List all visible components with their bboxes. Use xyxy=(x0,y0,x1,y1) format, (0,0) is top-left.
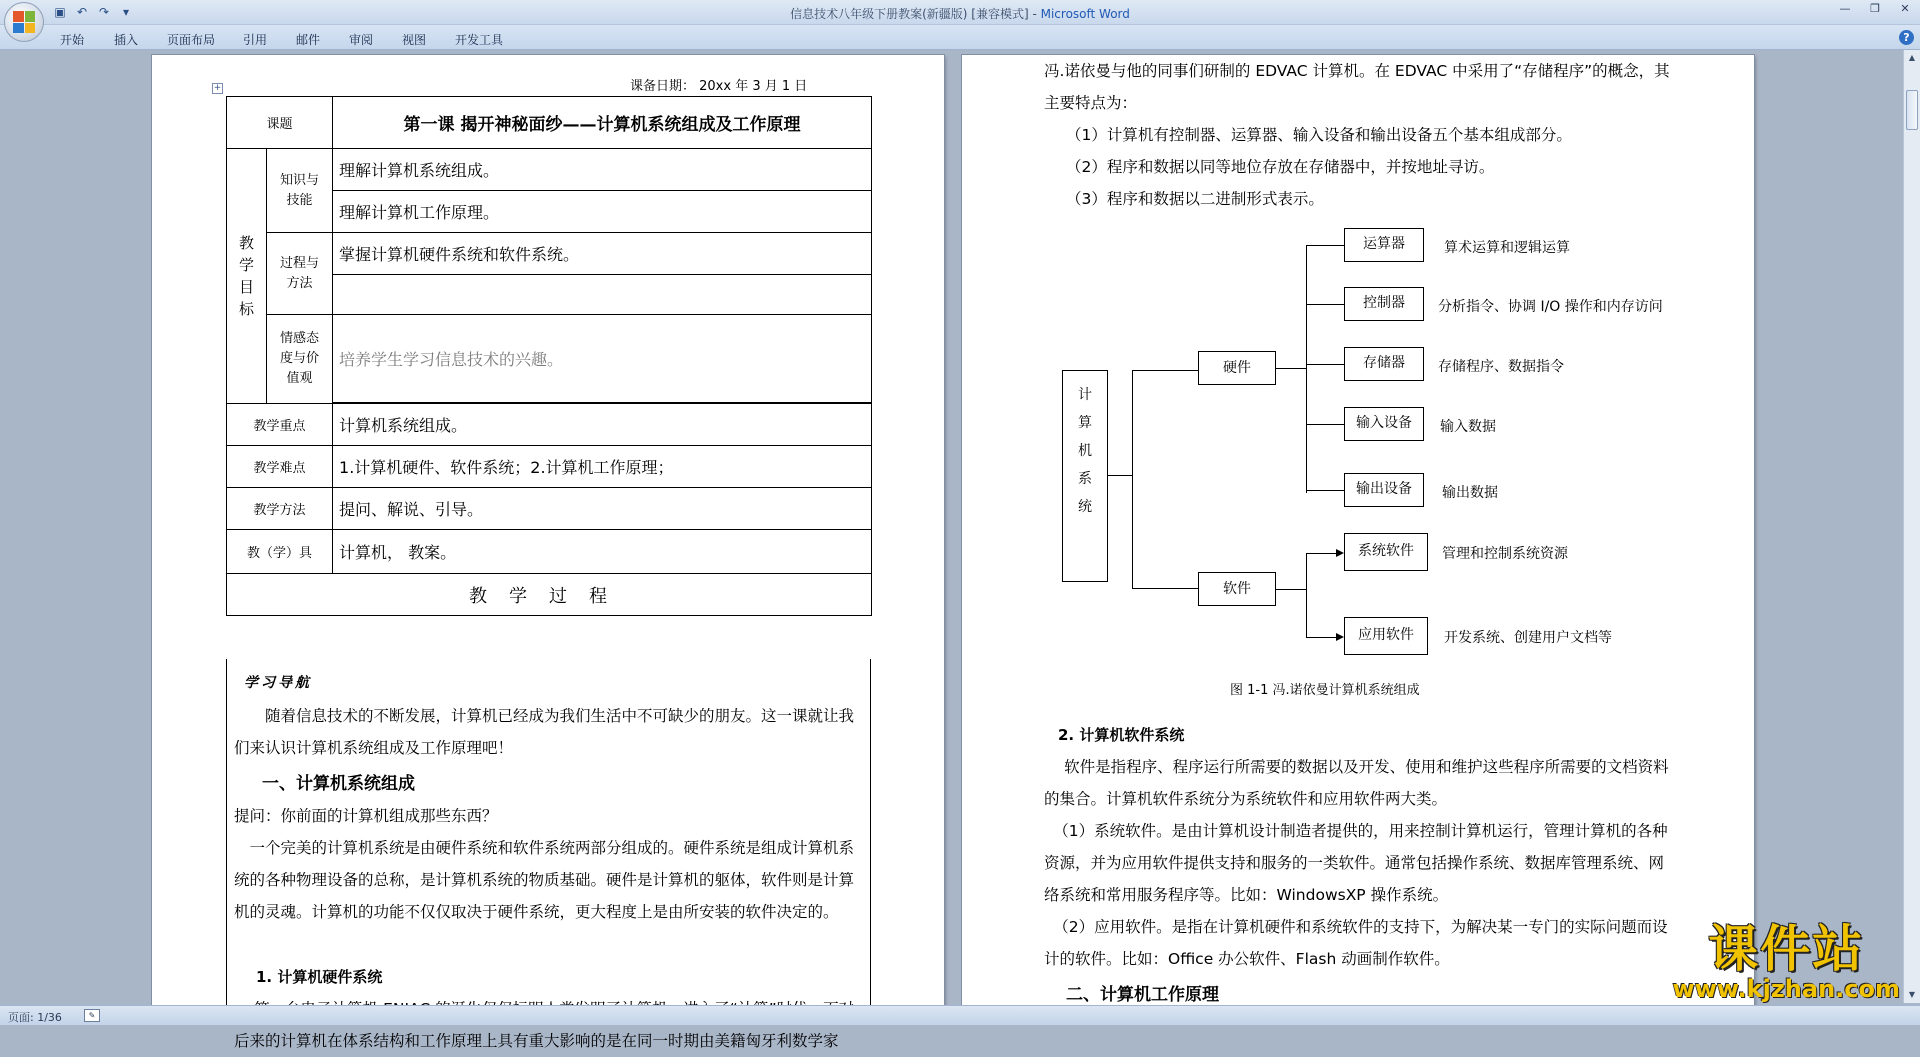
tools-label: 教（学）具 xyxy=(227,530,333,574)
arrow-icon xyxy=(1336,549,1344,557)
process-2-empty xyxy=(333,275,872,315)
scroll-thumb[interactable] xyxy=(1906,90,1918,130)
memory-box: 存储器 xyxy=(1344,347,1424,381)
output-device-desc: 输出数据 xyxy=(1442,485,1498,501)
emotion-1: 培养学生学习信息技术的兴趣。 xyxy=(333,315,872,403)
lesson-date: 课备日期： 20xx 年 3 月 1 日 xyxy=(630,79,808,94)
tools-value: 计算机， 教案。 xyxy=(333,530,872,574)
lesson-table xyxy=(226,96,872,616)
page-indicator[interactable]: 页面: 1/36 xyxy=(8,1011,62,1024)
process-heading: 教学过程 xyxy=(227,574,872,616)
system-software-paragraph: （1）系统软件。是由计算机设计制造者提供的，用来控制计算机运行，管理计算机的各种资源，并为应用软件提供支持和服务的一类软件。通常包括操作系统、数据库管理系统、网络系统和常用服务程序等。比如：WindowsXP 操作系统。 xyxy=(1044,822,1668,904)
knowledge-label: 知识与技能 xyxy=(267,149,333,233)
method-label: 教学方法 xyxy=(227,488,333,530)
redo-icon[interactable]: ↷ xyxy=(98,5,110,19)
key-value: 计算机系统组成。 xyxy=(333,404,872,446)
section-2-heading: 二、计算机工作原理 xyxy=(1066,985,1219,1005)
nav-title: 学习导航 xyxy=(244,675,312,691)
application-software-desc: 开发系统、创建用户文档等 xyxy=(1444,630,1612,646)
software-box: 软件 xyxy=(1198,572,1276,606)
customize-icon[interactable]: ▾ xyxy=(122,5,130,19)
process-1: 掌握计算机硬件系统和软件系统。 xyxy=(333,233,872,275)
topic-title: 第一课 揭开神秘面纱——计算机系统组成及工作原理 xyxy=(333,97,872,149)
eniac-paragraph: 后来的计算机在体系结构和工作原理上具有重大影响的是在同一时期由美籍匈牙利数学家 xyxy=(234,1032,839,1050)
scroll-down-icon[interactable]: ▼ xyxy=(1908,990,1916,999)
connector-line xyxy=(1306,245,1344,246)
software-paragraph: 软件是指程序、程序运行所需要的数据以及开发、使用和维护这些程序所需要的文档资料的集合。计算机软件系统分为系统软件和应用软件两大类。 xyxy=(1044,758,1669,808)
memory-desc: 存储程序、数据指令 xyxy=(1438,359,1564,375)
alu-box: 运算器 xyxy=(1344,228,1424,262)
proofing-icon[interactable]: ✎ xyxy=(84,1009,100,1022)
connector-line xyxy=(1306,637,1336,638)
tab-page-layout[interactable]: 页面布局 xyxy=(167,33,216,47)
emotion-label: 情感态度与价值观 xyxy=(267,315,333,404)
tab-view[interactable]: 视图 xyxy=(402,33,427,47)
tab-mailings[interactable]: 邮件 xyxy=(296,33,321,47)
diagram-caption: 图 1-1 冯.诺依曼计算机系统组成 xyxy=(1230,683,1420,698)
controller-desc: 分析指令、协调 I/O 操作和内存访问 xyxy=(1438,299,1663,315)
status-bar xyxy=(0,1005,1920,1025)
table-move-handle-icon[interactable]: + xyxy=(213,83,222,93)
connector-line xyxy=(1132,370,1133,588)
goals-label: 教学目标 xyxy=(227,149,267,404)
quick-access-toolbar xyxy=(52,4,134,20)
application-software-paragraph: （2）应用软件。是指在计算机硬件和系统软件的支持下，为解决某一专门的实际问题而设计的软件。比如：Office 办公软件、Flash 动画制作软件。 xyxy=(1044,918,1668,968)
application-software-box: 应用软件 xyxy=(1344,617,1428,655)
controller-box: 控制器 xyxy=(1344,287,1424,321)
document-page-2 xyxy=(962,55,1754,1005)
section-1-heading: 一、计算机系统组成 xyxy=(262,774,415,794)
hardware-software-paragraph: 一个完美的计算机系统是由硬件系统和软件系统两部分组成的。硬件系统是组成计算机系统的各种物理设备的总称，是计算机系统的物质基础。硬件是计算机的躯体，软件则是计算机的灵魂。计算机的功能不仅仅取决于硬件系统，更大程度上是由所安装的软件决定的。 xyxy=(234,839,855,921)
connector-line xyxy=(1306,364,1344,365)
close-icon[interactable]: ✕ xyxy=(1900,2,1910,15)
hardware-subheading: 1. 计算机硬件系统 xyxy=(256,968,383,986)
point-1: （1）计算机有控制器、运算器、输入设备和输出设备五个基本组成部分。 xyxy=(1066,126,1572,144)
intro-paragraph: 随着信息技术的不断发展，计算机已经成为我们生活中不可缺少的朋友。这一课就让我们来认识计算机系统组成及工作原理吧！ xyxy=(234,707,855,757)
root-box: 计 算 机 系 统 xyxy=(1062,370,1108,582)
knowledge-2: 理解计算机工作原理。 xyxy=(333,191,872,233)
input-device-box: 输入设备 xyxy=(1344,407,1424,441)
connector-line xyxy=(1276,368,1306,369)
topic-label: 课题 xyxy=(227,97,333,149)
tab-developer[interactable]: 开发工具 xyxy=(455,33,504,47)
restore-icon[interactable]: ❐ xyxy=(1870,2,1880,15)
title-bar xyxy=(0,0,1920,25)
input-device-desc: 输入数据 xyxy=(1440,419,1496,435)
alu-desc: 算术运算和逻辑运算 xyxy=(1444,240,1570,256)
system-software-desc: 管理和控制系统资源 xyxy=(1442,546,1568,562)
key-label: 教学重点 xyxy=(227,404,333,446)
office-button[interactable] xyxy=(4,2,44,42)
difficulty-value: 1.计算机硬件、软件系统；2.计算机工作原理； xyxy=(333,446,872,488)
connector-line xyxy=(1132,370,1198,371)
tab-insert[interactable]: 插入 xyxy=(114,33,139,47)
arrow-icon xyxy=(1336,633,1344,641)
save-icon[interactable]: ▣ xyxy=(54,5,66,19)
connector-line xyxy=(1276,589,1306,590)
edvac-paragraph: 冯.诺依曼与他的同事们研制的 EDVAC 计算机。在 EDVAC 中采用了“存储程序”的概念，其主要特点为： xyxy=(1044,62,1670,112)
connector-line xyxy=(1132,588,1198,589)
connector-line xyxy=(1306,245,1307,493)
connector-line xyxy=(1306,424,1344,425)
office-logo-icon xyxy=(13,11,35,33)
scroll-up-icon[interactable]: ▲ xyxy=(1908,53,1916,62)
connector-line xyxy=(1306,553,1336,554)
watermark-logo: 课件站 www.kjzhan.com xyxy=(1672,920,1900,1003)
output-device-box: 输出设备 xyxy=(1344,473,1424,507)
ribbon-tabs xyxy=(0,25,1920,50)
document-page-1 xyxy=(152,55,944,1050)
question-text: 提问：你前面的计算机组成那些东西？ xyxy=(234,807,498,825)
tab-references[interactable]: 引用 xyxy=(243,33,268,47)
connector-line xyxy=(1306,304,1344,305)
connector-line xyxy=(1306,553,1307,637)
system-software-box: 系统软件 xyxy=(1344,533,1428,571)
point-2: （2）程序和数据以同等地位存放在存储器中，并按地址寻访。 xyxy=(1066,158,1495,176)
minimize-icon[interactable]: — xyxy=(1839,2,1851,15)
window-title: 信息技术八年级下册教案(新疆版) [兼容模式] - Microsoft Word xyxy=(790,7,1130,21)
difficulty-label: 教学难点 xyxy=(227,446,333,488)
connector-line xyxy=(1108,475,1132,476)
tab-review[interactable]: 审阅 xyxy=(349,33,374,47)
tab-home[interactable]: 开始 xyxy=(60,33,85,47)
point-3: （3）程序和数据以二进制形式表示。 xyxy=(1066,190,1324,208)
method-value: 提问、解说、引导。 xyxy=(333,488,872,530)
undo-icon[interactable]: ↶ xyxy=(76,5,88,19)
connector-line xyxy=(1306,490,1344,491)
process-label: 过程与方法 xyxy=(267,233,333,315)
knowledge-1: 理解计算机系统组成。 xyxy=(333,149,872,191)
window-controls xyxy=(1830,0,1920,18)
help-icon[interactable]: ? xyxy=(1899,30,1914,45)
vertical-scrollbar[interactable] xyxy=(1903,50,1920,1003)
hardware-box: 硬件 xyxy=(1198,351,1276,385)
software-subheading: 2. 计算机软件系统 xyxy=(1058,726,1185,744)
